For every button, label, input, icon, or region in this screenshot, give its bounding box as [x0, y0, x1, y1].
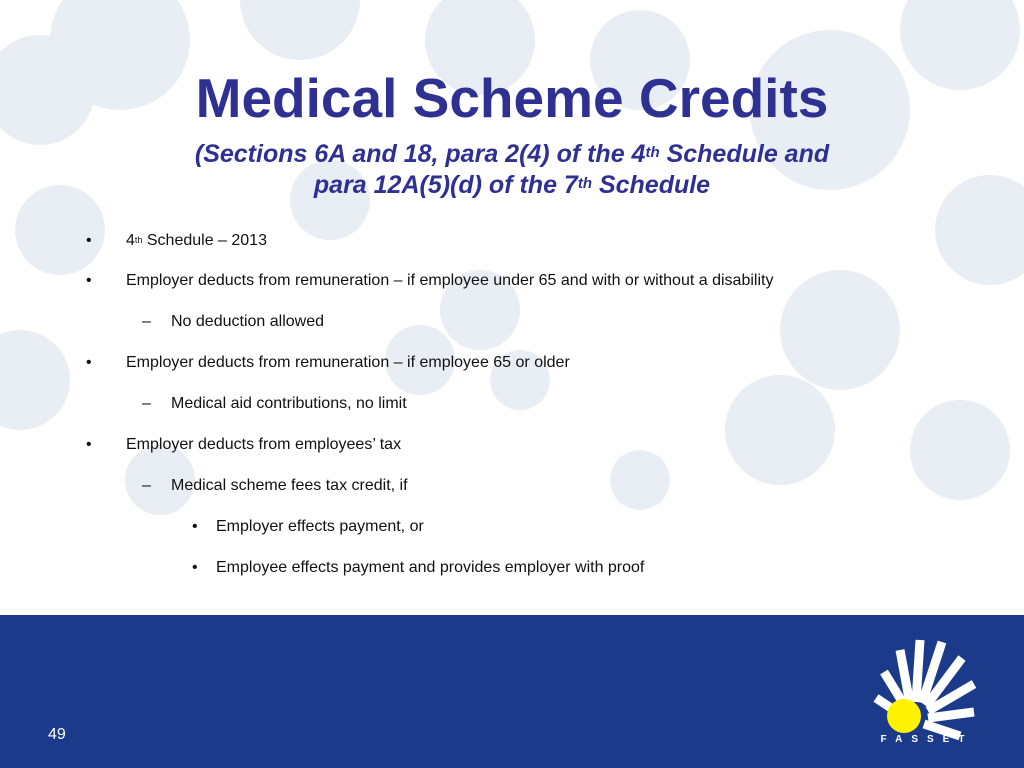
sub-bullet-marker: –: [142, 313, 151, 330]
bullet-item: Employer deducts from remuneration – if employee under 65 and with or without a disability: [126, 272, 774, 289]
subtitle-line-1: (Sections 6A and 18, para 2(4) of the 4th Schedule and: [194, 140, 830, 168]
sub-sub-bullet-item: Employer effects payment, or: [216, 518, 424, 535]
sub-bullet-item: Medical scheme fees tax credit, if: [171, 477, 408, 494]
fasset-sun-logo-icon: [870, 628, 980, 746]
slide-title: Medical Scheme Credits: [195, 67, 829, 129]
bullet-item: Employer deducts from remuneration – if employee 65 or older: [126, 354, 570, 371]
sub-sub-bullet-marker: •: [192, 518, 198, 535]
logo-wordmark: FASSET: [880, 734, 974, 745]
sub-bullet-item: Medical aid contributions, no limit: [171, 395, 407, 412]
sub-sub-bullet-item: Employee effects payment and provides employer with proof: [216, 559, 645, 576]
sub-bullet-item: No deduction allowed: [171, 313, 324, 330]
bullet-item: Employer deducts from employees’ tax: [126, 436, 402, 453]
bullet-marker: •: [86, 354, 92, 371]
subtitle-line-2: para 12A(5)(d) of the 7th Schedule: [313, 171, 711, 199]
sub-sub-bullet-marker: •: [192, 559, 198, 576]
page-number: 49: [48, 726, 66, 743]
bullet-marker: •: [86, 436, 92, 453]
bullet-marker: •: [86, 272, 92, 289]
sub-bullet-marker: –: [142, 395, 151, 412]
bullet-item: 4th Schedule – 2013: [126, 232, 267, 249]
sub-bullet-marker: –: [142, 477, 151, 494]
bullet-marker: •: [86, 232, 92, 249]
